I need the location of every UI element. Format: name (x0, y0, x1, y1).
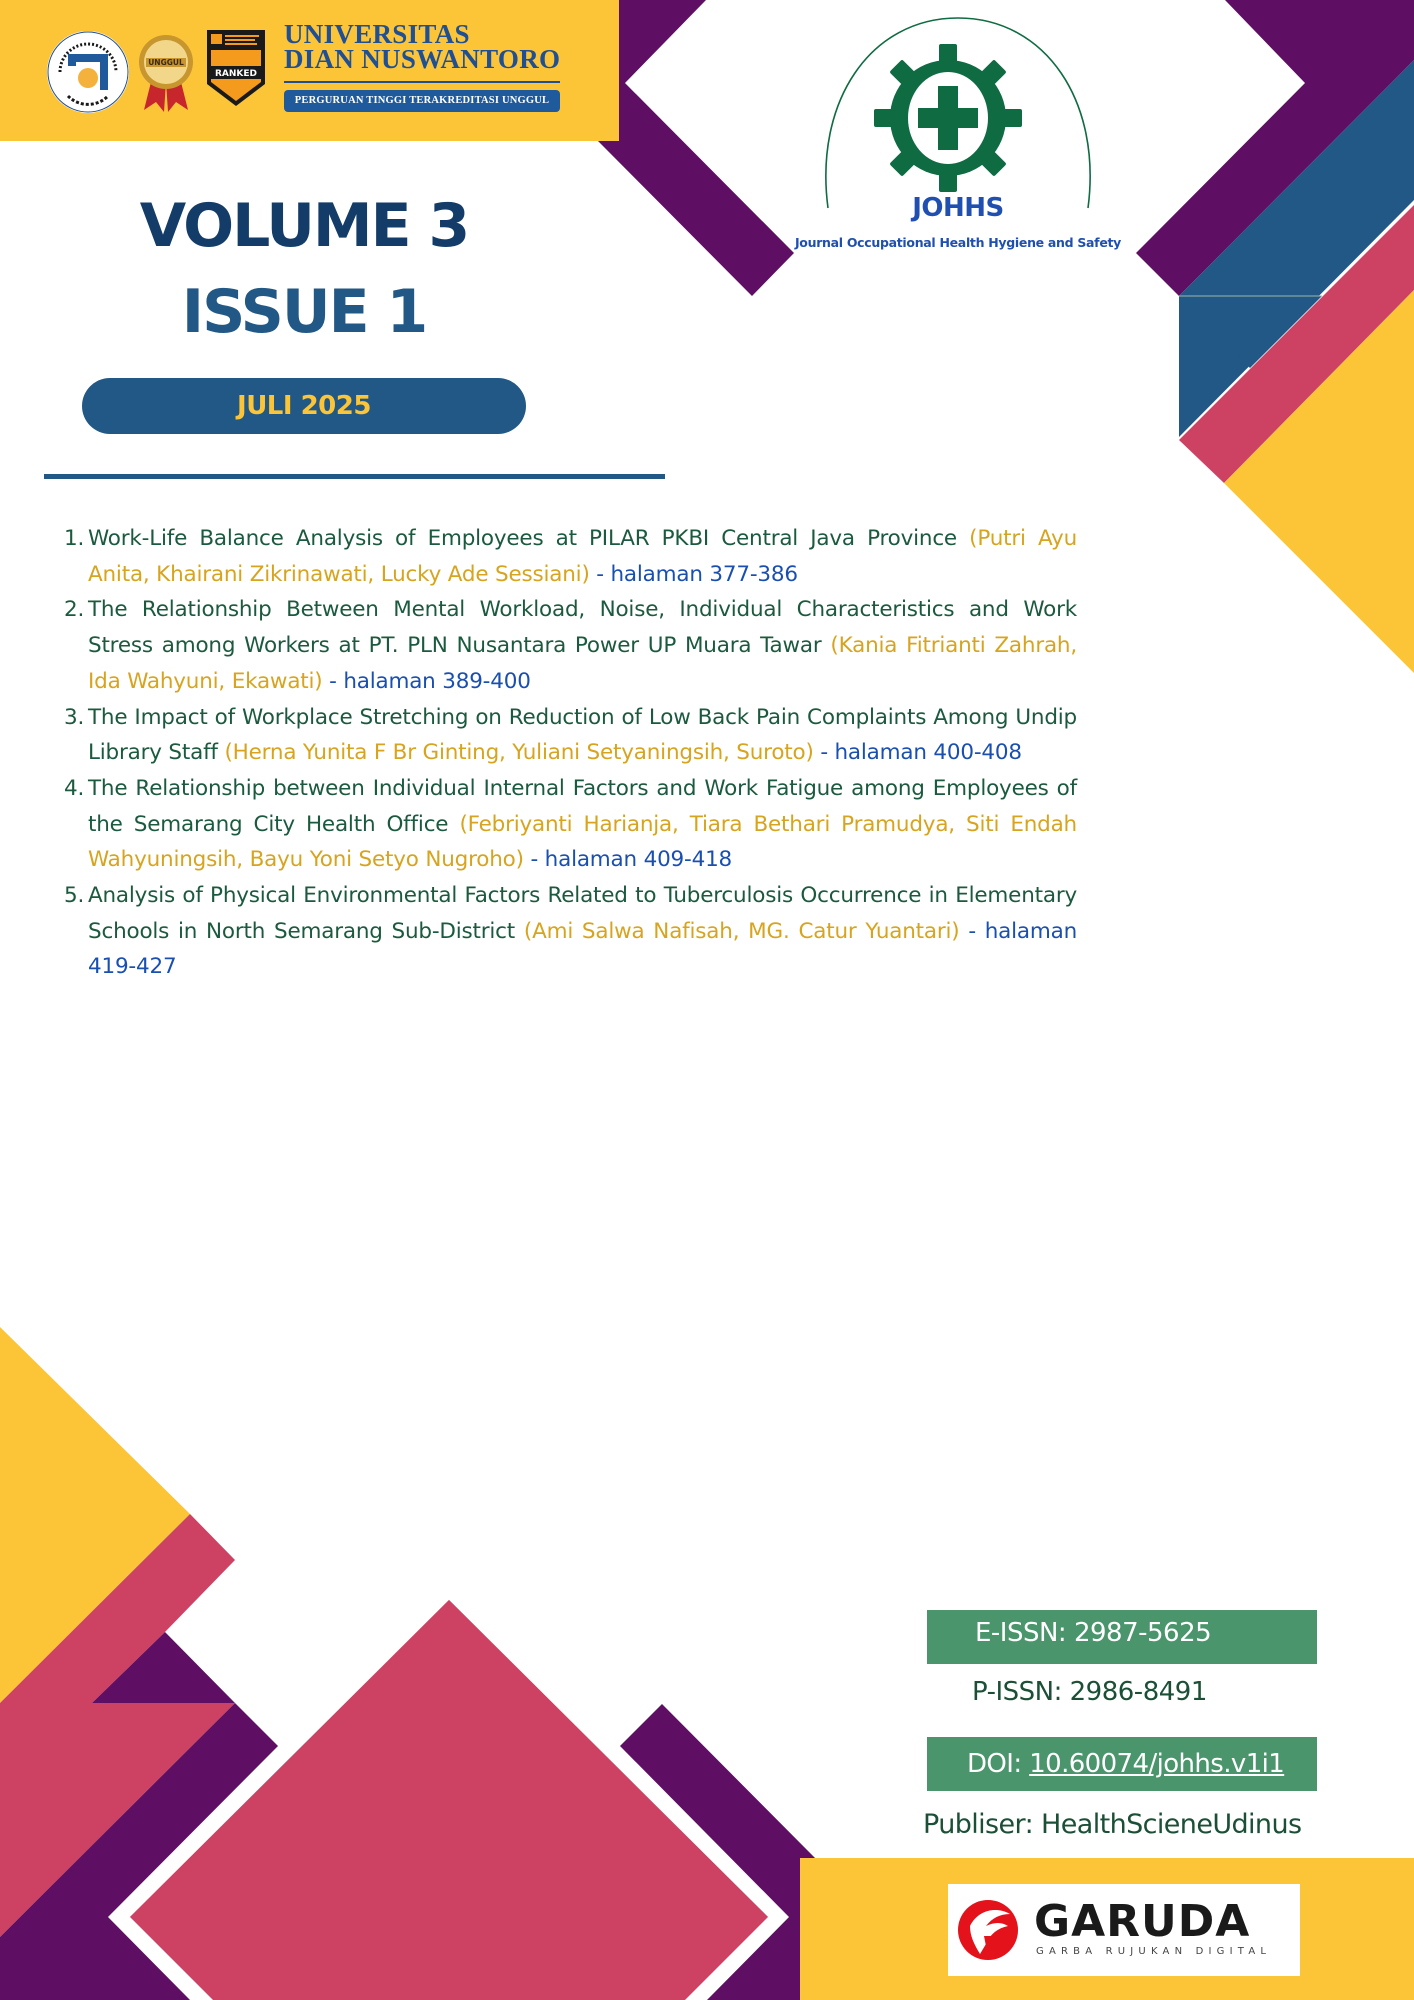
article-authors: (Febriyanti Harianja, Tiara Bethari Pramudya, Siti Endah Wahyuningsih, Bayu Yoni Setyo Nugroho) (88, 811, 1077, 873)
issue-date-badge: JULI 2025 (82, 378, 526, 434)
eissn-badge: E-ISSN: 2987-5625 (927, 1610, 1317, 1664)
section-divider (44, 474, 665, 479)
article-title[interactable]: Analysis of Physical Environmental Factors Related to Tuberculosis Occurrence in Elementary Schools in North Semarang Sub-District (88, 883, 1077, 944)
university-name-rule (284, 81, 560, 83)
article-item (62, 521, 1077, 592)
garuda-bird-icon (956, 1896, 1020, 1962)
university-name (284, 19, 561, 74)
university-name-line1: UNIVERSITAS (284, 19, 470, 49)
article-item (62, 592, 1077, 699)
udinus-seal-icon (46, 30, 130, 114)
journal-full-name: Journal Occupational Health Hygiene and Safety (794, 235, 1122, 250)
svg-text:RANKED: RANKED (214, 69, 258, 79)
journal-acronym: JOHHS (912, 193, 1004, 223)
johhs-gear-cross-logo-icon (820, 12, 1096, 212)
svg-text:UNGGUL: UNGGUL (148, 58, 184, 67)
article-pages: - halaman 409-418 (530, 847, 733, 873)
doi-label: DOI: (967, 1749, 1030, 1779)
article-item (62, 700, 1077, 771)
article-pages: - halaman 377-386 (596, 561, 798, 587)
accreditation-tagline: PERGURUAN TINGGI TERAKREDITASI UNGGUL (284, 90, 560, 112)
university-name-line2: DIAN NUSWANTORO (284, 44, 561, 74)
volume-title: VOLUME 3 (139, 191, 469, 261)
article-title[interactable]: The Impact of Workplace Stretching on Reduction of Low Back Pain Complaints Among Undip Library Staff (88, 704, 1077, 766)
article-title[interactable]: The Relationship Between Mental Workload, Noise, Individual Characteristics and Work Stress among Workers at PT. PLN Nusantara Power UP Muara Tawar (88, 597, 1077, 659)
article-authors: (Kania Fitrianti Zahrah, Ida Wahyuni, Ekawati) (88, 633, 1077, 694)
doi-badge (927, 1737, 1317, 1791)
publisher-text: Publiser: HealthScieneUdinus (923, 1809, 1302, 1840)
article-item (62, 878, 1077, 985)
article-authors: (Putri Ayu Anita, Khairani Zikrinawati, Lucky Ade Sessiani) (88, 526, 1078, 587)
unggul-accreditation-badge-icon (134, 30, 198, 114)
article-number: 1. (64, 526, 85, 551)
qs-asia-ranked-badge-icon (205, 28, 267, 108)
purple-chevron-top-left (598, 0, 794, 296)
garuda-wordmark: GARUDA (1034, 1896, 1251, 1947)
article-number: 2. (64, 597, 85, 623)
article-number: 5. (64, 883, 85, 909)
article-number: 3. (64, 704, 85, 730)
article-pages: - halaman 400-408 (820, 740, 1022, 766)
article-item (62, 771, 1077, 878)
issue-title: ISSUE 1 (181, 277, 427, 347)
garuda-subtitle: GARBA RUJUKAN DIGITAL (1036, 1946, 1272, 1957)
doi-link[interactable]: 10.60074/johhs.v1i1 (1029, 1749, 1285, 1779)
article-title[interactable]: Work-Life Balance Analysis of Employees at PILAR PKBI Central Java Province (88, 526, 957, 551)
article-list (62, 521, 1077, 985)
article-number: 4. (64, 775, 85, 801)
article-authors: (Ami Salwa Nafisah, MG. Catur Yuantari) (523, 918, 960, 944)
pissn-text: P-ISSN: 2986-8491 (972, 1677, 1207, 1707)
article-pages: - halaman 419-427 (88, 918, 1077, 980)
article-pages: - halaman 389-400 (329, 668, 531, 694)
article-authors: (Herna Yunita F Br Ginting, Yuliani Setyaningsih, Suroto) (224, 740, 814, 766)
article-title[interactable]: The Relationship between Individual Internal Factors and Work Fatigue among Employees of the Semarang City Health Office (88, 775, 1077, 837)
